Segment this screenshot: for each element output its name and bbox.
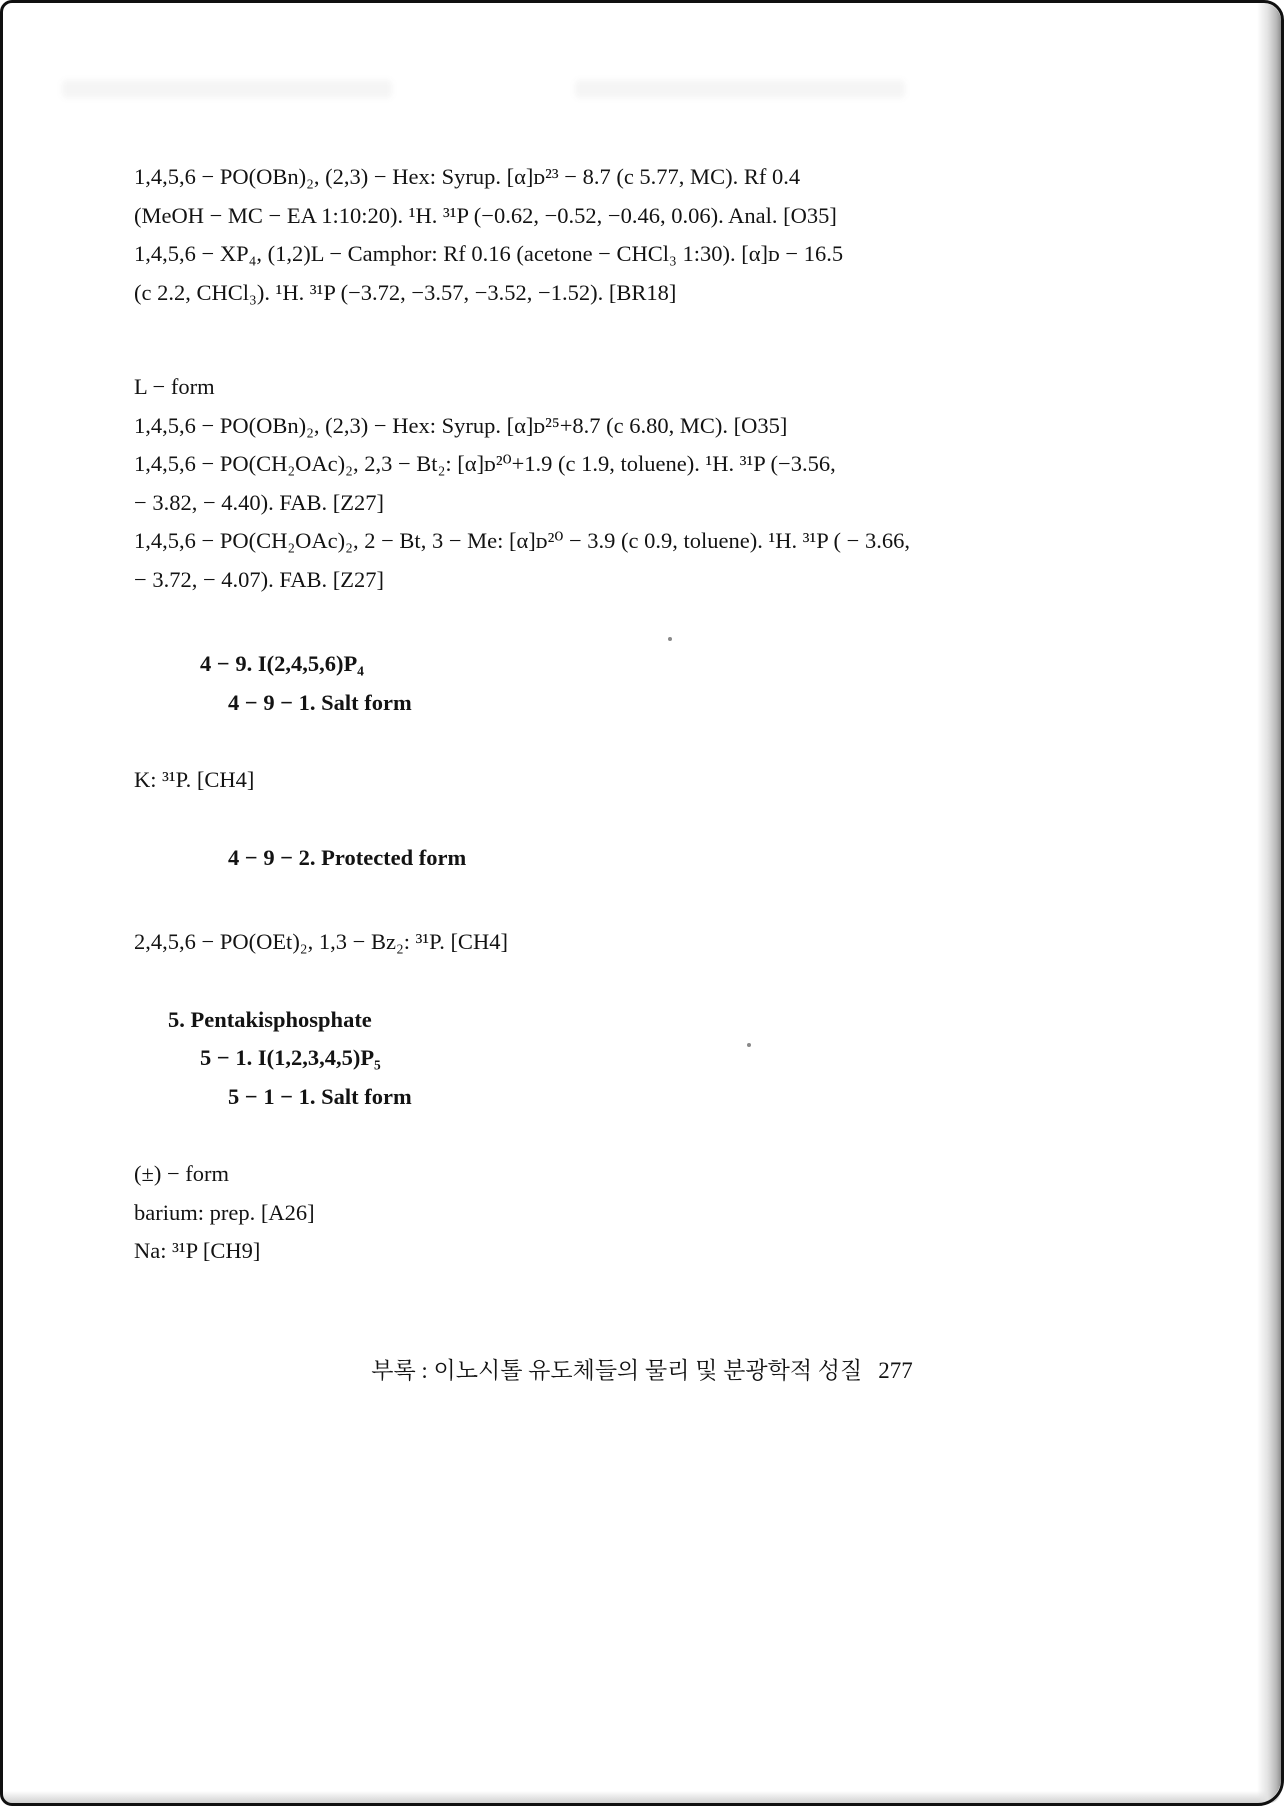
footer-caption: 부록 : 이노시톨 유도체들의 물리 및 분광학적 성질 xyxy=(371,1358,863,1383)
l-form-label: L − form xyxy=(134,374,215,399)
text-line: 1,4,5,6 − PO(CH₂OAc)₂, 2 − Bt, 3 − Me: [α]ᴅ²⁰ − 3.9 (c 0.9, toluene). ¹H. ³¹P ( − 3.66, xyxy=(134,528,910,553)
text-line: (MeOH − MC − EA 1:10:20). ¹H. ³¹P (−0.62, −0.52, −0.46, 0.06). Anal. [O35] xyxy=(134,202,837,228)
text-line: − 3.72, − 4.07). FAB. [Z27] xyxy=(134,566,384,592)
text-line: 1,4,5,6 − PO(OBn)₂, (2,3) − Hex: Syrup. [α]ᴅ²⁵+8.7 (c 6.80, MC). [O35] xyxy=(134,412,788,438)
text-line: 1,4,5,6 − PO(CH₂OAc)₂, 2,3 − Bt₂: [α]ᴅ²⁰+1.9 (c 1.9, toluene). ¹H. ³¹P (−3.56, xyxy=(134,451,836,476)
text-line: (c 2.2, CHCl₃). ¹H. ³¹P (−3.72, −3.57, −3.52, −1.52). [BR18] xyxy=(134,279,677,305)
page-content xyxy=(134,158,1170,1271)
page-number: 277 xyxy=(878,1358,913,1383)
section-heading-5-pentakisphosphate: 5. Pentakisphosphate xyxy=(168,1006,372,1032)
scan-smudge xyxy=(575,80,905,98)
text-line: Na: ³¹P [CH9] xyxy=(134,1238,261,1263)
section-heading-4-9-2-protected-form: 4 − 9 − 2. Protected form xyxy=(228,844,467,870)
section-heading-5-1-1-salt-form: 5 − 1 − 1. Salt form xyxy=(228,1083,412,1109)
page-edge-bottom xyxy=(3,1791,1281,1803)
page-footer xyxy=(0,1352,1284,1385)
text-line: barium: prep. [A26] xyxy=(134,1199,315,1225)
text-line: K: ³¹P. [CH4] xyxy=(134,767,255,792)
section-heading-4-9: 4 − 9. I(2,4,5,6)P₄ xyxy=(200,651,364,676)
section-heading-4-9-1-salt-form: 4 − 9 − 1. Salt form xyxy=(228,689,412,715)
page-edge-right xyxy=(1257,3,1281,1803)
section-heading-5-1: 5 − 1. I(1,2,3,4,5)P₅ xyxy=(200,1045,381,1070)
text-line: 1,4,5,6 − PO(OBn)₂, (2,3) − Hex: Syrup. [α]ᴅ²³ − 8.7 (c 5.77, MC). Rf 0.4 xyxy=(134,164,801,189)
pm-form-label: (±) − form xyxy=(134,1161,230,1186)
text-line: 1,4,5,6 − XP₄, (1,2)L − Camphor: Rf 0.16 (acetone − CHCl₃ 1:30). [α]ᴅ − 16.5 xyxy=(134,241,844,266)
scan-smudge xyxy=(62,80,392,98)
text-line: − 3.82, − 4.40). FAB. [Z27] xyxy=(134,489,384,515)
text-line: 2,4,5,6 − PO(OEt)₂, 1,3 − Bz₂: ³¹P. [CH4] xyxy=(134,929,508,954)
